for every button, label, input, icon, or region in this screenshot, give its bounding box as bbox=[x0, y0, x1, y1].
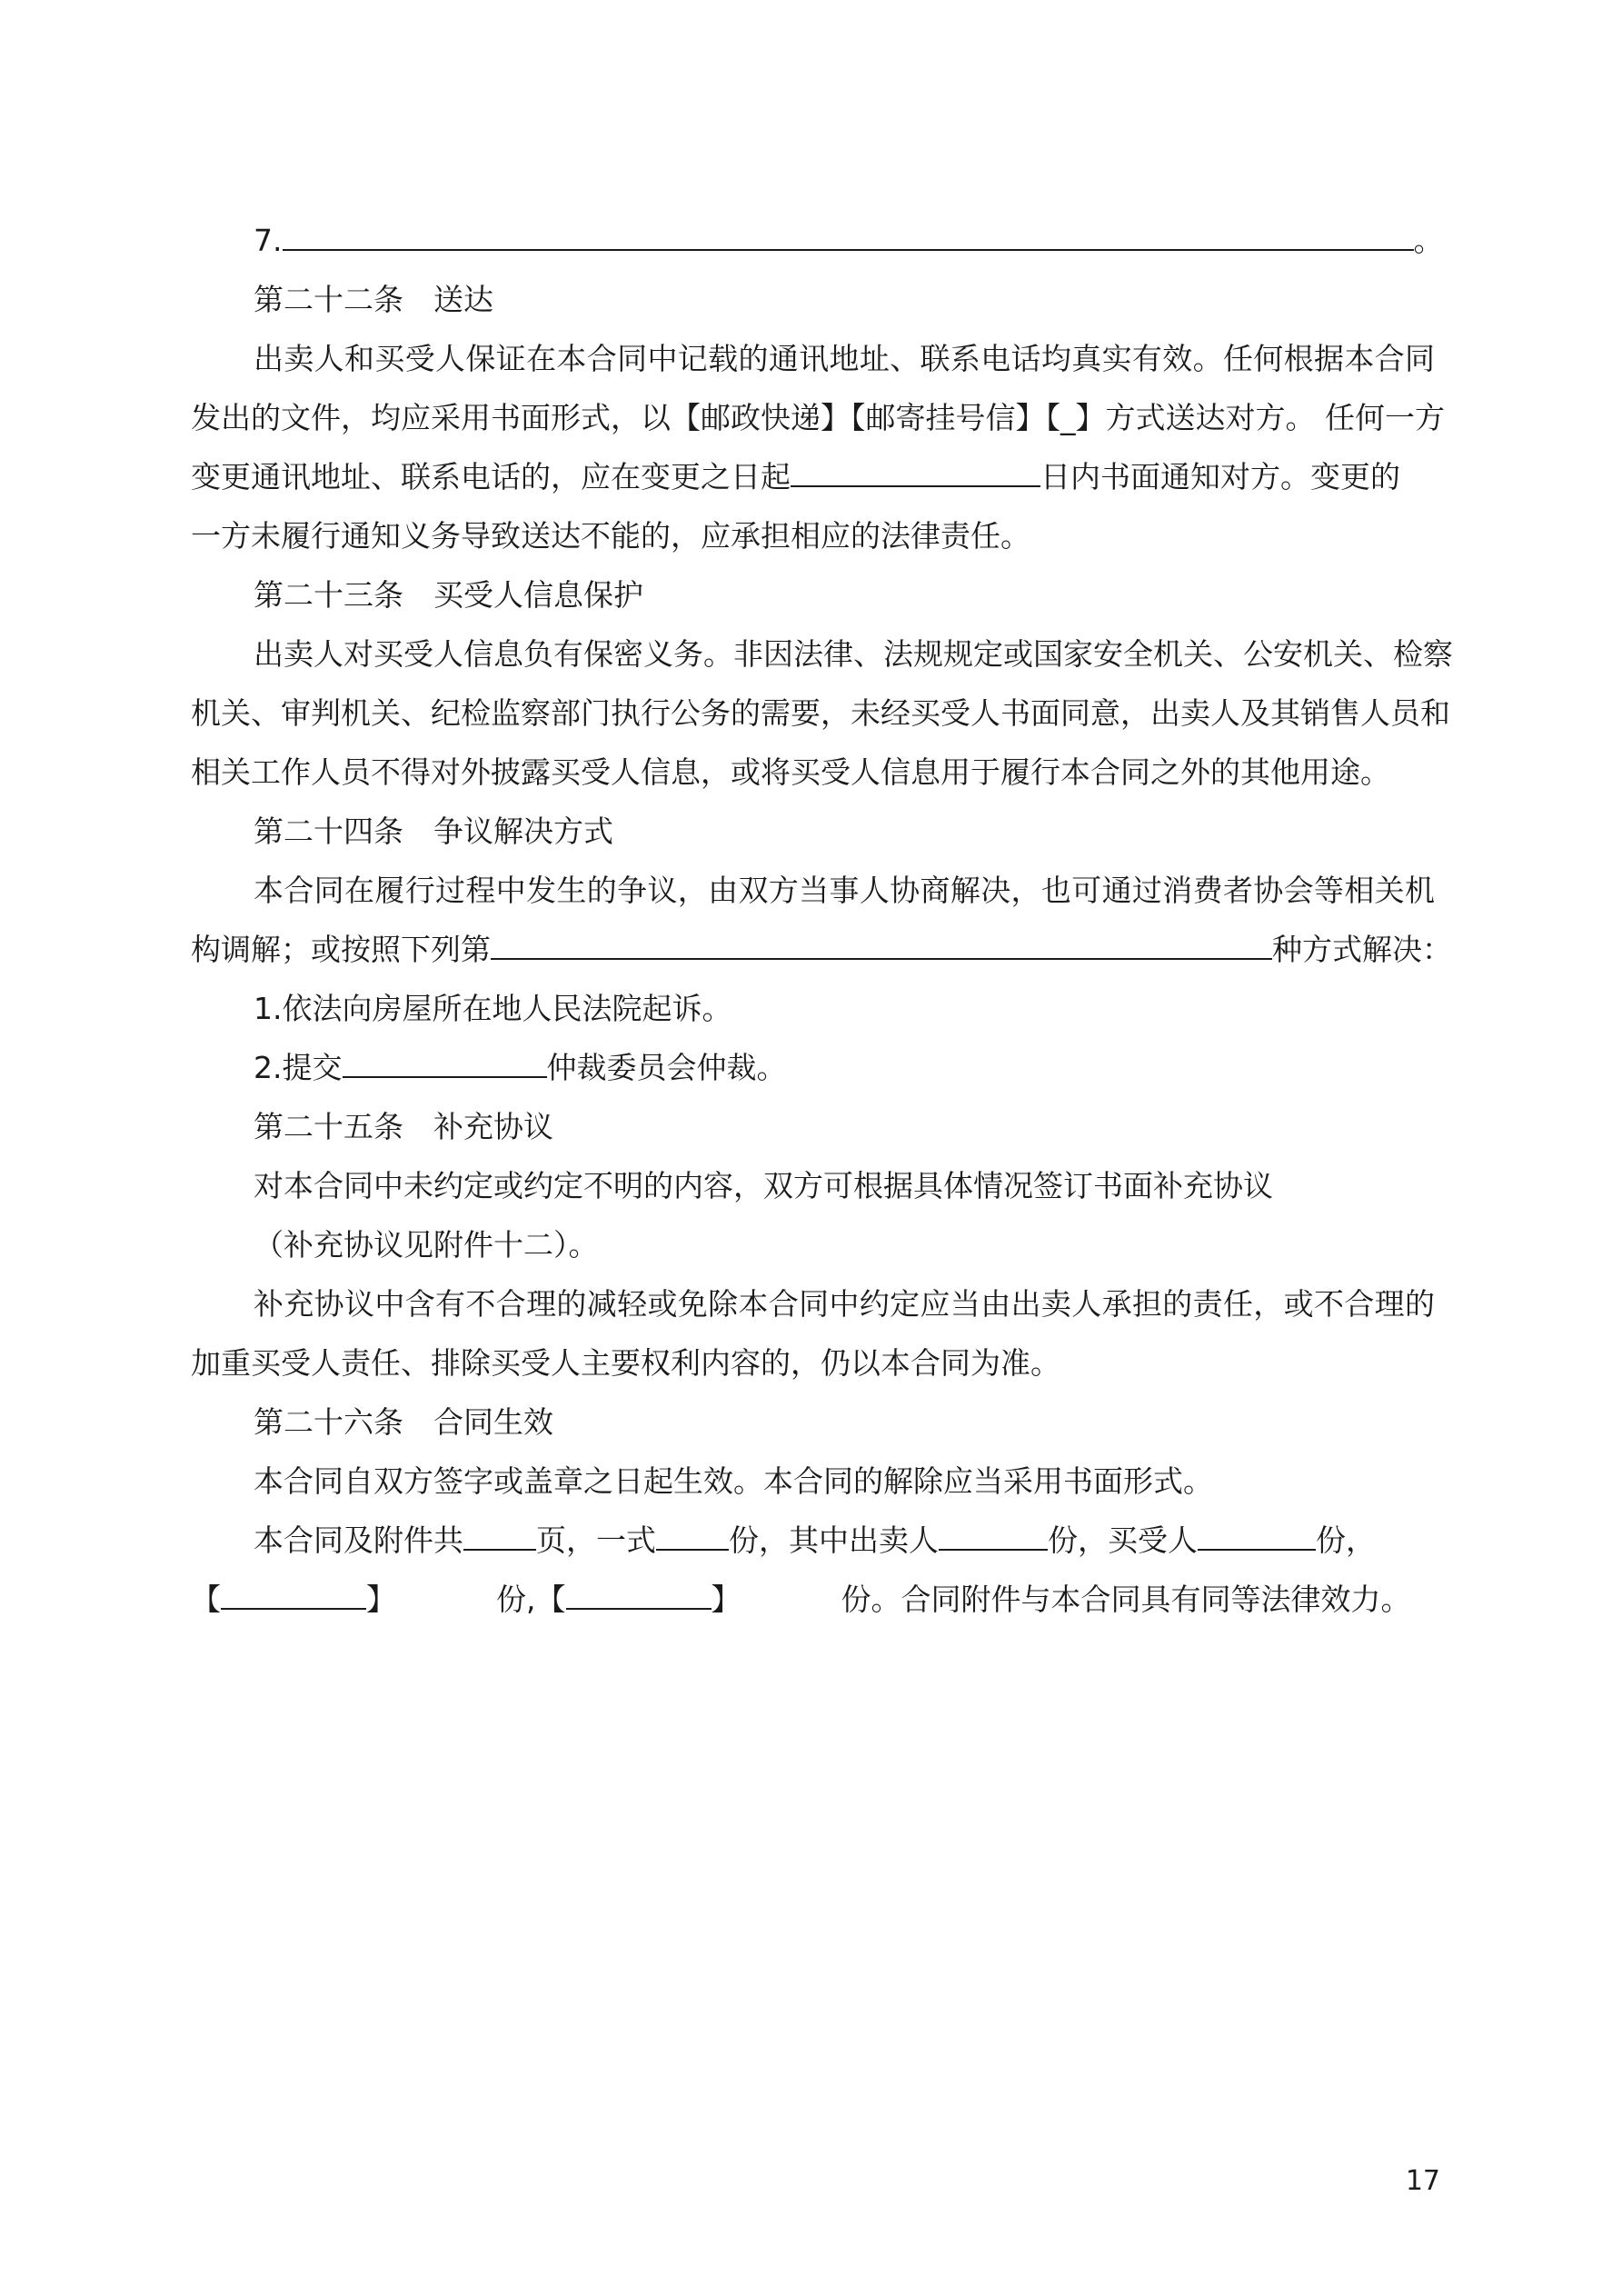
copies-text: 份，买受人 bbox=[1048, 1522, 1198, 1558]
article-22-heading: 第二十二条 送达 bbox=[254, 282, 493, 317]
article-24-text-line bbox=[191, 930, 1452, 970]
dispute-option-1: 1.依法向房屋所在地人民法院起诉。 bbox=[254, 991, 732, 1026]
article-25-text-line: 补充协议中含有不合理的减轻或免除本合同中约定应当由出卖人承担的责任，或不合理的 bbox=[254, 1286, 1435, 1322]
dispute-option-2-text: 2.提交 bbox=[254, 1050, 343, 1085]
article-22-text-line: 发出的文件，均应采用书面形式，以【邮政快递】【邮寄挂号信】【_】方式送达对方。 任何一方 bbox=[191, 400, 1445, 435]
article-24-method-text: 构调解；或按照下列第 bbox=[191, 932, 491, 967]
article-24-heading: 第二十四条 争议解决方式 bbox=[254, 814, 613, 849]
article-24-text-line: 本合同在履行过程中发生的争议，由双方当事人协商解决，也可通过消费者协会等相关机 bbox=[254, 873, 1435, 908]
dispute-option-2-text-end: 仲裁委员会仲裁。 bbox=[546, 1050, 787, 1085]
page-number: 17 bbox=[1405, 2165, 1440, 2197]
article-23-text-line: 出卖人对买受人信息负有保密义务。非因法律、法规规定或国家安全机关、公安机关、检察 bbox=[254, 636, 1453, 672]
copies-text: 份。合同附件与本合同具有同等法律效力。 bbox=[841, 1582, 1411, 1617]
buyer-copies-blank bbox=[1198, 1522, 1316, 1551]
arbitration-body-blank bbox=[343, 1049, 547, 1078]
page-count-blank bbox=[463, 1522, 536, 1551]
item-7-suffix: 。 bbox=[1413, 223, 1444, 258]
notice-days-blank bbox=[791, 458, 1040, 487]
article-22-text-line: 一方未履行通知义务导致送达不能的，应承担相应的法律责任。 bbox=[191, 518, 1030, 554]
article-22-text-line: 出卖人和买受人保证在本合同中记载的通讯地址、联系电话均真实有效。任何根据本合同 bbox=[254, 341, 1435, 376]
article-22-text-line bbox=[191, 457, 1436, 497]
copies-text: 页，一式 bbox=[536, 1522, 656, 1558]
copies-text: 本合同及附件共 bbox=[254, 1522, 463, 1558]
other-party-blank bbox=[566, 1581, 711, 1610]
bracket-open: 【 bbox=[191, 1582, 221, 1617]
bracket-close: 】 bbox=[366, 1582, 396, 1617]
copies-text: 份， bbox=[1316, 1522, 1376, 1558]
dispute-method-blank bbox=[491, 931, 1272, 960]
dispute-option-2 bbox=[254, 1048, 1435, 1088]
article-23-text-line: 相关工作人员不得对外披露买受人信息，或将买受人信息用于履行本合同之外的其他用途。 bbox=[191, 754, 1390, 790]
article-23-text-line: 机关、审判机关、纪检监察部门执行公务的需要，未经买受人书面同意，出卖人及其销售人员和 bbox=[191, 695, 1450, 731]
article-26-heading: 第二十六条 合同生效 bbox=[254, 1404, 553, 1440]
article-25-heading: 第二十五条 补充协议 bbox=[254, 1109, 553, 1144]
bracket-close: 】 bbox=[711, 1582, 741, 1617]
article-23-heading: 第二十三条 买受人信息保护 bbox=[254, 577, 643, 613]
article-22-notice-text-end: 日内书面通知对方。变更的 bbox=[1040, 459, 1400, 494]
article-25-text-line: 加重买受人责任、排除买受人主要权利内容的，仍以本合同为准。 bbox=[191, 1345, 1060, 1381]
copies-text: 份, bbox=[496, 1582, 536, 1617]
item-7-prefix: 7. bbox=[254, 223, 283, 258]
item-7-blank bbox=[283, 222, 1414, 251]
article-26-text-line: 本合同自双方签字或盖章之日起生效。本合同的解除应当采用书面形式。 bbox=[254, 1463, 1213, 1499]
article-25-text-line: （补充协议见附件十二）。 bbox=[254, 1227, 599, 1263]
article-24-method-text-end: 种方式解决： bbox=[1272, 932, 1452, 967]
other-party-blank bbox=[221, 1581, 366, 1610]
article-25-text-line: 对本合同中未约定或约定不明的内容，双方可根据具体情况签订书面补充协议 bbox=[254, 1168, 1273, 1203]
copies-text: 份，其中出卖人 bbox=[729, 1522, 939, 1558]
article-26-other-copies-line bbox=[191, 1580, 1436, 1620]
copy-count-blank bbox=[656, 1522, 729, 1551]
article-22-notice-text: 变更通讯地址、联系电话的，应在变更之日起 bbox=[191, 459, 791, 494]
article-26-copies-line bbox=[254, 1521, 1435, 1561]
seller-copies-blank bbox=[939, 1522, 1048, 1551]
bracket-open: 【 bbox=[535, 1582, 566, 1617]
item-7-line bbox=[254, 221, 1444, 261]
